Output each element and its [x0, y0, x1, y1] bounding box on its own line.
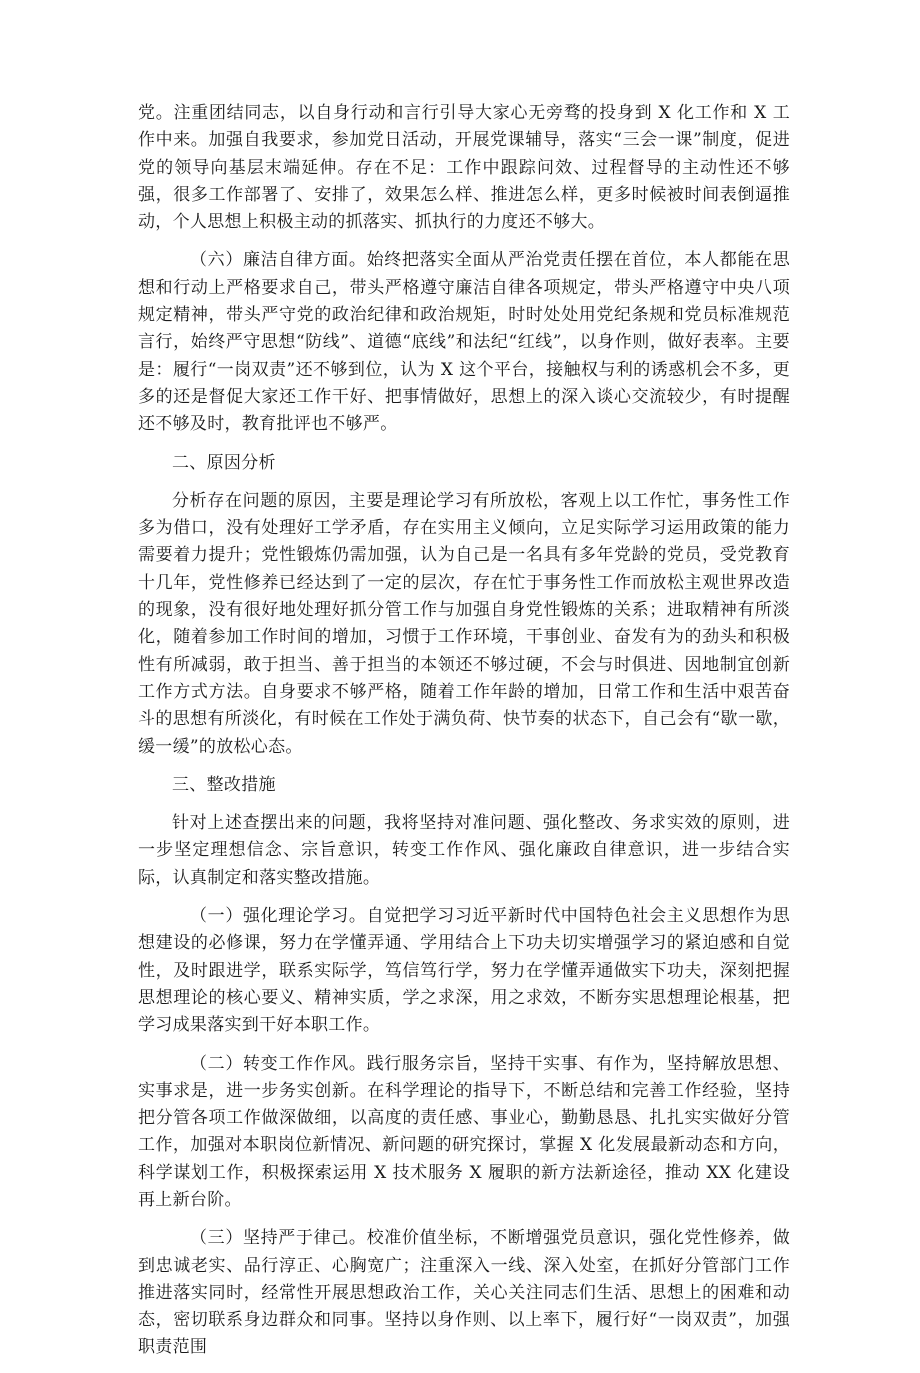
paragraph-integrity: （六）廉洁自律方面。始终把落实全面从严治党责任摆在首位，本人都能在思想和行动上严格要求自己，带头严格遵守廉洁自律各项规定，带头严格遵守中央八项规定精神，带头严守党的政治纪律和政治规矩，时时处处用党纪条规和党员标准规范言行，始终严守思想“防线”、道德“底线”和法纪“红线”，以身作则，做好表率。主要是：履行“一岗双责”还不够到位，认为 X 这个平台，接触权与利的诱惑机会不多，更多的还是督促大家还工作干好、把事情做好，思想上的深入谈心交流较少，有时提醒还不够及时，教育批评也不够严。: [138, 250, 790, 435]
heading-cause-analysis: 二、原因分析: [172, 452, 276, 473]
heading-rectification: 三、整改措施: [172, 774, 276, 795]
paragraph-measure-style: （二）转变工作作风。践行服务宗旨，坚持干实事、有作为，坚持解放思想、实事求是，进一步务实创新。在科学理论的指导下，不断总结和完善工作经验，坚持把分管各项工作做深做细，以高度的责任感、事业心，勤勤恳恳、扎扎实实做好分管工作，加强对本职岗位新情况、新问题的研究探讨，掌握 X 化发展最新动态和方向，科学谋划工作，积极探索运用 X 技术服务 X 履职的新方法新途径，推动 XX 化建设再上新台阶。: [138, 1053, 790, 1210]
paragraph-measure-theory: （一）强化理论学习。自觉把学习习近平新时代中国特色社会主义思想作为思想建设的必修课，努力在学懂弄通、学用结合上下功夫切实增强学习的紧迫感和自觉性，及时跟进学，联系实际学，笃信笃行学，努力在学懂弄通做实下功夫，深刻把握思想理论的核心要义、精神实质，学之求深，用之求效，不断夯实思想理论根基，把学习成果落实到干好本职工作。: [138, 906, 790, 1036]
paragraph-measure-discipline: （三）坚持严于律己。校准价值坐标，不断增强党员意识，强化党性修养，做到忠诚老实、品行淳正、心胸宽广；注重深入一线、深入处室，在抓好分管部门工作推进落实同时，经常性开展思想政治工作，关心关注同志们生活、思想上的困难和动态，密切联系身边群众和同事。坚持以身作则、以上率下，履行好“一岗双责”，加强职责范围: [138, 1228, 790, 1358]
paragraph-cause-analysis: 分析存在问题的原因，主要是理论学习有所放松，客观上以工作忙，事务性工作多为借口，没有处理好工学矛盾，存在实用主义倾向，立足实际学习运用政策的能力需要着力提升；党性锻炼仍需加强，认为自己是一名具有多年党龄的党员，受党教育十几年，党性修养已经达到了一定的层次，存在忙于事务性工作而放松主观世界改造的现象，没有很好地处理好抓分管工作与加强自身党性锻炼的关系；进取精神有所淡化，随着参加工作时间的增加，习惯于工作环境，干事创业、奋发有为的劲头和积极性有所减弱，敢于担当、善于担当的本领还不够过硬，不会与时俱进、因地制宜创新工作方式方法。自身要求不够严格，随着工作年龄的增加，日常工作和生活中艰苦奋斗的思想有所淡化，有时候在工作处于满负荷、快节奏的状态下，自己会有“歇一歇，缓一缓”的放松心态。: [138, 490, 790, 757]
paragraph-continuation: 党。注重团结同志，以自身行动和言行引导大家心无旁骛的投身到 X 化工作和 X 工作中来。加强自我要求，参加党日活动，开展党课辅导，落实“三会一课”制度，促进党的领导向基层末端延伸。存在不足：工作中跟踪问效、过程督导的主动性还不够强，很多工作部署了、安排了，效果怎么样、推进怎么样，更多时候被时间表倒逼推动，个人思想上积极主动的抓落实、抓执行的力度还不够大。: [138, 103, 790, 233]
document-page: [138, 100, 790, 1373]
paragraph-rectification-intro: 针对上述查摆出来的问题，我将坚持对准问题、强化整改、务求实效的原则，进一步坚定理想信念、宗旨意识，转变工作作风、强化廉政自律意识，进一步结合实际，认真制定和落实整改措施。: [138, 813, 790, 888]
